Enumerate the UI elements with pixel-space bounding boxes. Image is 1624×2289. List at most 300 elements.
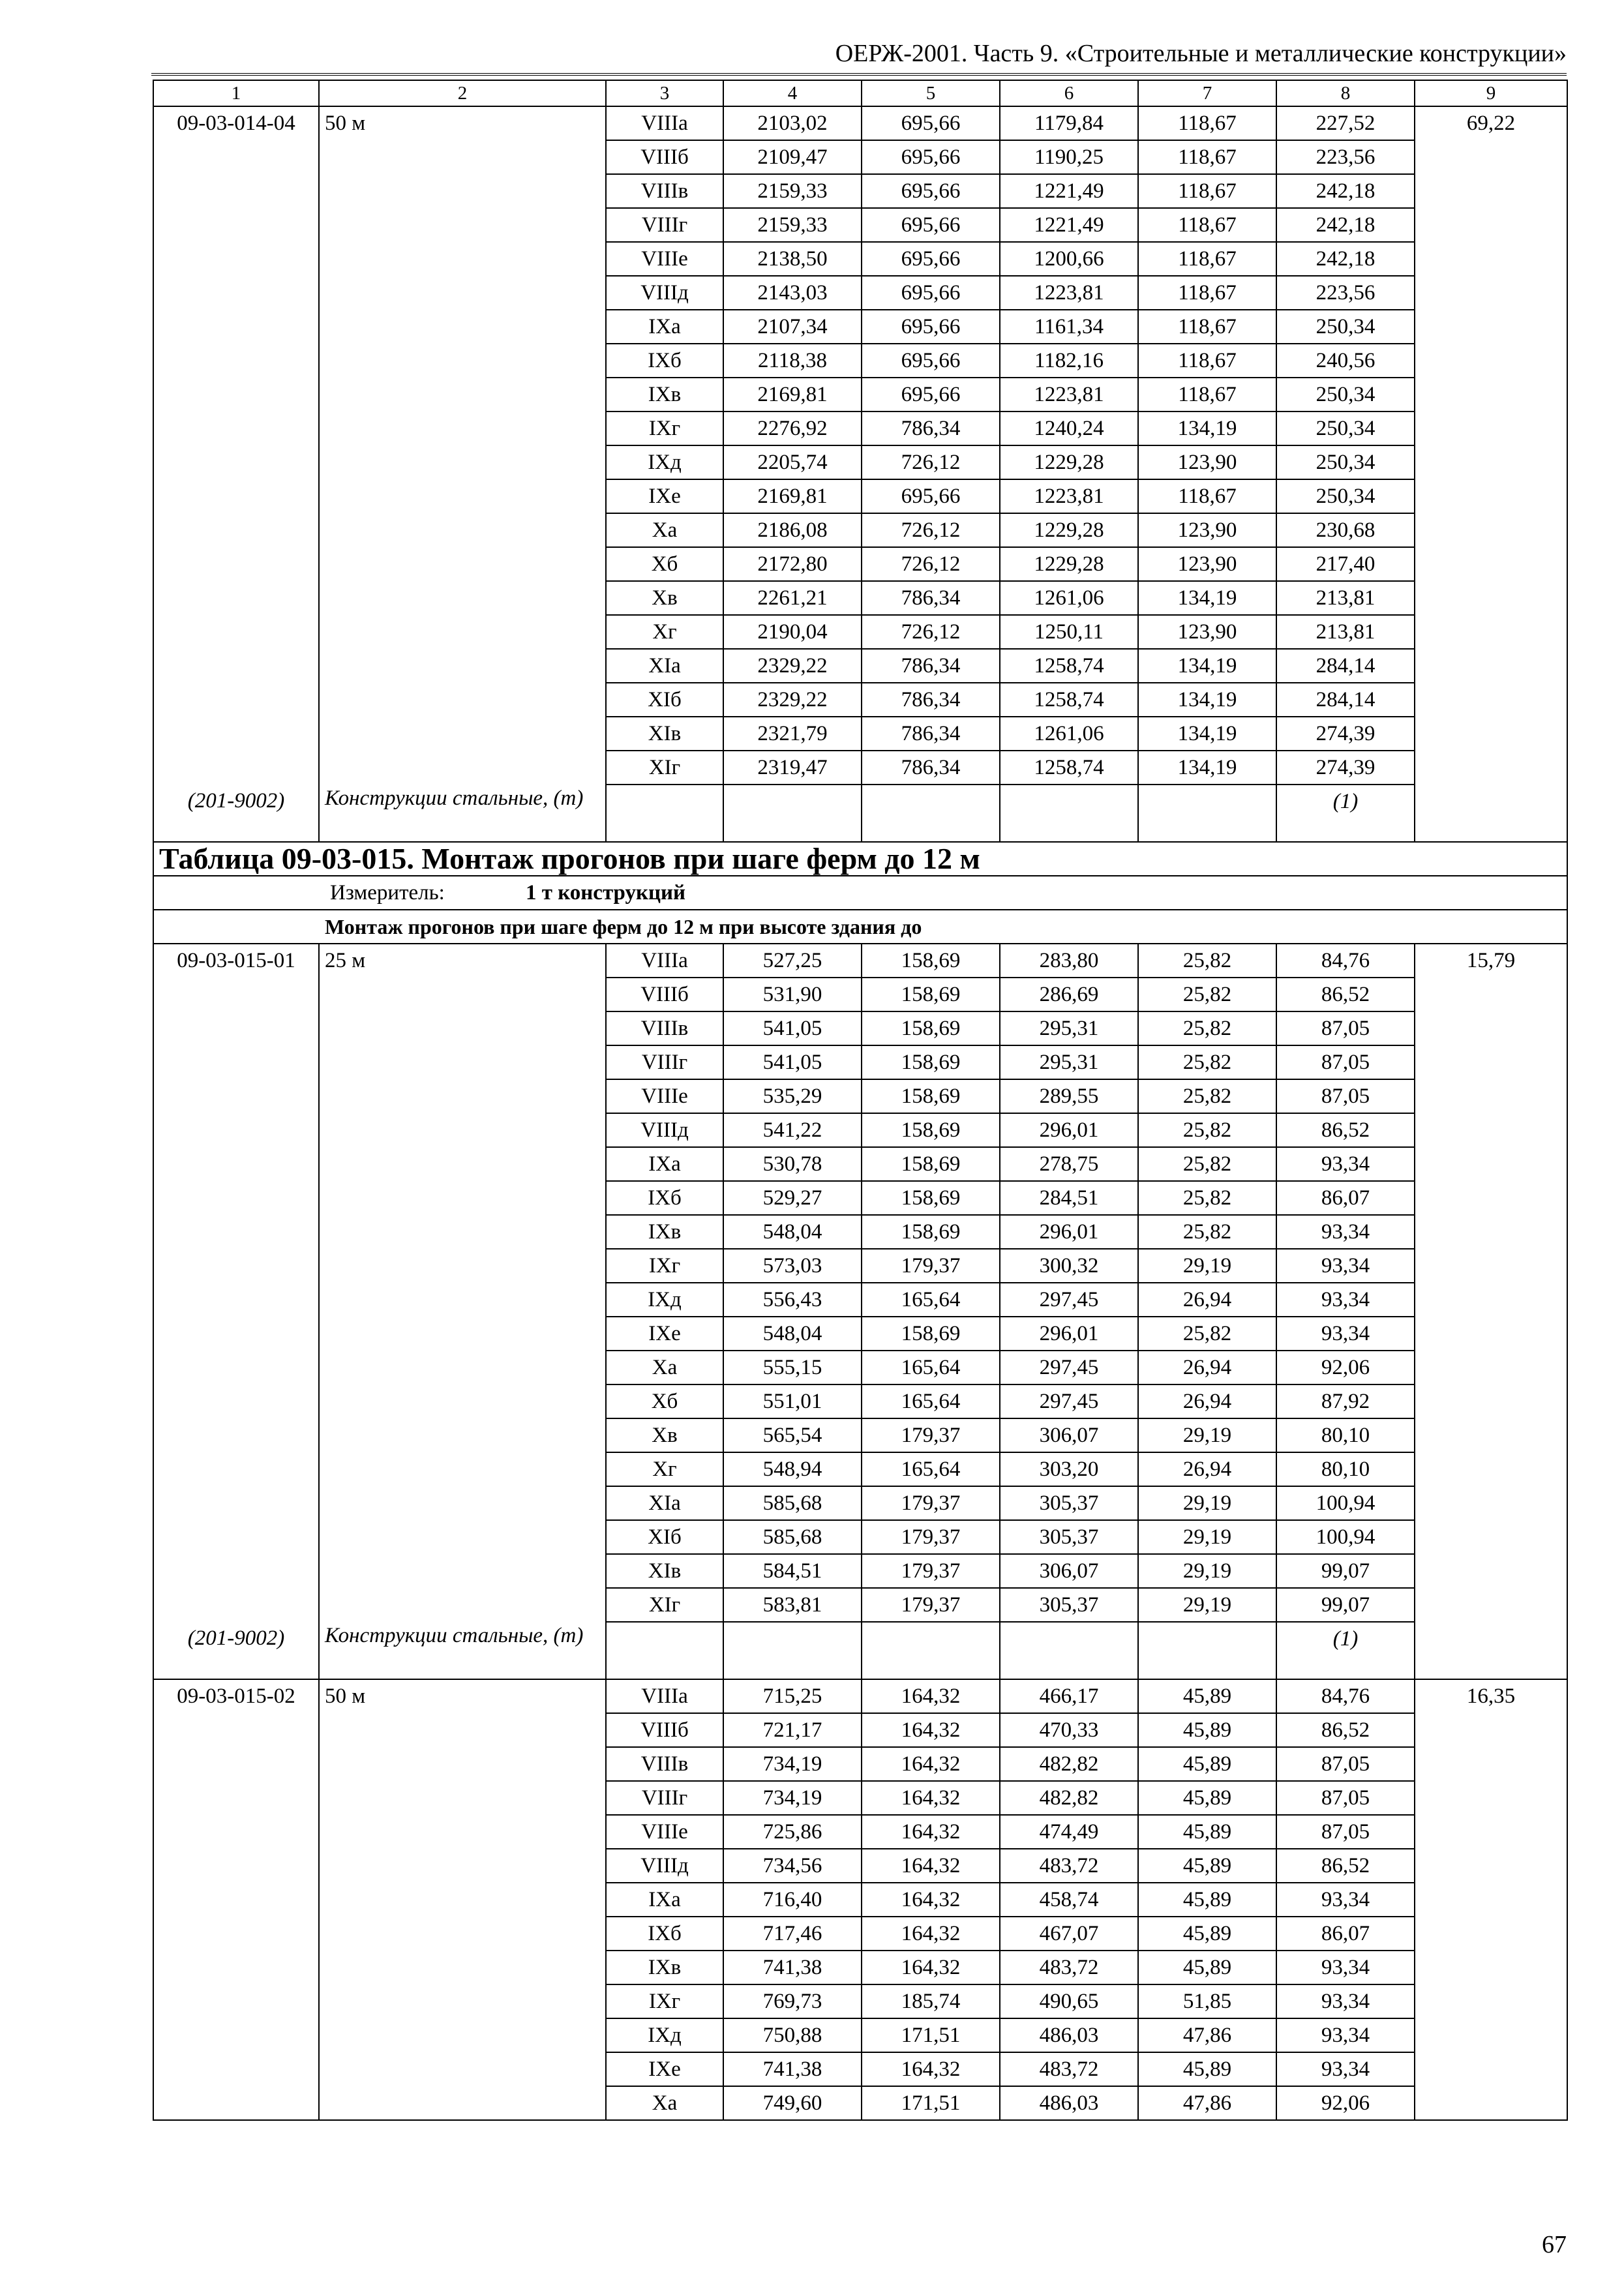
table-cell <box>153 1917 319 1951</box>
value-cell: 45,89 <box>1138 1849 1276 1883</box>
zone-cell: Xв <box>606 581 723 615</box>
table-cell <box>153 751 319 785</box>
value-cell: 1221,49 <box>1000 174 1138 208</box>
value-cell: 695,66 <box>862 310 1000 344</box>
value-cell: 726,12 <box>862 547 1000 581</box>
value-cell: 490,65 <box>1000 1984 1138 2018</box>
table-row <box>153 2086 1567 2120</box>
value-cell: 165,64 <box>862 1384 1000 1418</box>
table-cell <box>319 1486 606 1520</box>
value-cell: 295,31 <box>1000 1011 1138 1045</box>
table-cell <box>153 1249 319 1283</box>
table-row <box>153 1679 1567 1713</box>
table-cell <box>319 581 606 615</box>
zone-cell: IXе <box>606 2052 723 2086</box>
table-cell <box>1415 1283 1567 1317</box>
table-cell <box>153 1588 319 1622</box>
table-cell <box>1415 1849 1567 1883</box>
value-cell: 171,51 <box>862 2086 1000 2120</box>
value-cell: 250,34 <box>1276 378 1415 411</box>
table-cell <box>1415 1384 1567 1418</box>
table-cell <box>319 1917 606 1951</box>
value-cell: 486,03 <box>1000 2018 1138 2052</box>
value-cell: 1229,28 <box>1000 513 1138 547</box>
value-cell: 213,81 <box>1276 581 1415 615</box>
value-cell: 93,34 <box>1276 2052 1415 2086</box>
table-row <box>153 649 1567 683</box>
table-cell <box>319 513 606 547</box>
value-cell: 86,07 <box>1276 1917 1415 1951</box>
value-cell: 118,67 <box>1138 208 1276 242</box>
value-cell: 118,67 <box>1138 378 1276 411</box>
table-row <box>153 479 1567 513</box>
value-cell: 306,07 <box>1000 1418 1138 1452</box>
rate-code: 09-03-014-04 <box>153 106 319 140</box>
table-row <box>153 1486 1567 1520</box>
value-cell: 99,07 <box>1276 1588 1415 1622</box>
table-cell <box>153 717 319 751</box>
table-cell <box>1415 1520 1567 1554</box>
table-row <box>153 547 1567 581</box>
table-cell <box>1415 1815 1567 1849</box>
measure-value: 1 т конструкций <box>526 881 686 905</box>
table-row <box>153 378 1567 411</box>
table-cell <box>153 615 319 649</box>
table-cell <box>319 717 606 751</box>
value-cell: 458,74 <box>1000 1883 1138 1917</box>
table-cell <box>153 513 319 547</box>
value-cell: 134,19 <box>1138 717 1276 751</box>
table-row <box>153 1113 1567 1147</box>
value-cell: 573,03 <box>723 1249 862 1283</box>
table-cell <box>319 547 606 581</box>
value-cell: 87,05 <box>1276 1045 1415 1079</box>
zone-cell: IXв <box>606 378 723 411</box>
building-height: 50 м <box>319 106 606 140</box>
table-cell <box>1415 174 1567 208</box>
table-cell <box>319 174 606 208</box>
zone-cell: XIг <box>606 751 723 785</box>
value-cell: 250,34 <box>1276 445 1415 479</box>
table-title: Таблица 09-03-015. Монтаж прогонов при шаге ферм до 12 м <box>153 842 1567 876</box>
zone-cell: VIIIе <box>606 1079 723 1113</box>
table-cell <box>153 1079 319 1113</box>
table-cell <box>1415 785 1567 842</box>
table-cell <box>153 1045 319 1079</box>
value-cell: 585,68 <box>723 1520 862 1554</box>
zone-cell: VIIIг <box>606 208 723 242</box>
table-cell <box>319 1181 606 1215</box>
value-cell: 2143,03 <box>723 276 862 310</box>
table-cell <box>1415 1351 1567 1384</box>
value-cell: 2159,33 <box>723 174 862 208</box>
table-cell <box>1415 208 1567 242</box>
table-cell <box>1415 615 1567 649</box>
value-cell: 786,34 <box>862 581 1000 615</box>
column-number: 6 <box>1000 80 1138 106</box>
value-cell: 2321,79 <box>723 717 862 751</box>
table-cell <box>153 1554 319 1588</box>
table-cell <box>319 1215 606 1249</box>
value-cell: 695,66 <box>862 106 1000 140</box>
value-cell: 158,69 <box>862 1215 1000 1249</box>
value-cell: 305,37 <box>1000 1588 1138 1622</box>
material-name: Конструкции стальные, (т) <box>319 1622 606 1679</box>
table-row <box>153 944 1567 978</box>
table-cell <box>1415 1113 1567 1147</box>
table-row <box>153 411 1567 445</box>
value-cell: 134,19 <box>1138 751 1276 785</box>
value-cell: 86,52 <box>1276 1113 1415 1147</box>
table-cell <box>319 1113 606 1147</box>
material-qty: (1) <box>1276 785 1415 842</box>
zone-cell: VIIIб <box>606 140 723 174</box>
table-cell <box>153 1747 319 1781</box>
table-cell <box>1415 445 1567 479</box>
table-cell <box>319 751 606 785</box>
table-cell <box>319 1984 606 2018</box>
value-cell: 527,25 <box>723 944 862 978</box>
value-cell: 548,94 <box>723 1452 862 1486</box>
table-cell <box>1415 1452 1567 1486</box>
value-cell: 284,14 <box>1276 683 1415 717</box>
table-cell <box>319 1384 606 1418</box>
column-number: 2 <box>319 80 606 106</box>
value-cell: 164,32 <box>862 1713 1000 1747</box>
value-cell: 223,56 <box>1276 276 1415 310</box>
value-cell: 123,90 <box>1138 445 1276 479</box>
value-cell: 179,37 <box>862 1520 1000 1554</box>
value-cell: 1250,11 <box>1000 615 1138 649</box>
table-cell <box>319 1351 606 1384</box>
table-row <box>153 310 1567 344</box>
table-cell <box>319 1249 606 1283</box>
value-cell: 1179,84 <box>1000 106 1138 140</box>
table-cell <box>153 2052 319 2086</box>
value-cell: 695,66 <box>862 276 1000 310</box>
value-cell: 1223,81 <box>1000 479 1138 513</box>
table-row <box>153 1917 1567 1951</box>
table-cell <box>153 581 319 615</box>
table-row <box>153 1984 1567 2018</box>
value-cell: 250,34 <box>1276 479 1415 513</box>
table-cell <box>319 615 606 649</box>
table-cell <box>153 445 319 479</box>
value-cell: 734,19 <box>723 1747 862 1781</box>
material-code: (201-9002) <box>153 1622 319 1679</box>
value-cell: 2329,22 <box>723 683 862 717</box>
measure-label: Измеритель: <box>330 881 445 905</box>
table-cell <box>153 479 319 513</box>
table-cell <box>1415 1418 1567 1452</box>
value-cell: 118,67 <box>1138 140 1276 174</box>
value-cell: 1200,66 <box>1000 242 1138 276</box>
value-cell: 715,25 <box>723 1679 862 1713</box>
table-cell <box>319 1554 606 1588</box>
table-row <box>153 1418 1567 1452</box>
value-cell: 29,19 <box>1138 1554 1276 1588</box>
value-cell: 227,52 <box>1276 106 1415 140</box>
value-cell: 548,04 <box>723 1317 862 1351</box>
table-cell <box>1415 1147 1567 1181</box>
value-cell: 29,19 <box>1138 1249 1276 1283</box>
value-cell: 1161,34 <box>1000 310 1138 344</box>
table-cell <box>319 208 606 242</box>
value-cell: 1258,74 <box>1000 751 1138 785</box>
value-cell: 531,90 <box>723 978 862 1011</box>
value-cell: 717,46 <box>723 1917 862 1951</box>
zone-cell: VIIIд <box>606 1113 723 1147</box>
value-cell: 118,67 <box>1138 242 1276 276</box>
table-cell <box>153 1011 319 1045</box>
column-number: 1 <box>153 80 319 106</box>
measure-cell <box>153 876 1567 910</box>
value-cell: 556,43 <box>723 1283 862 1317</box>
table-cell <box>153 1849 319 1883</box>
table-cell <box>153 1951 319 1984</box>
zone-cell: IXг <box>606 1249 723 1283</box>
table-cell <box>723 785 862 842</box>
table-cell <box>153 683 319 717</box>
value-cell: 734,56 <box>723 1849 862 1883</box>
value-cell: 87,05 <box>1276 1815 1415 1849</box>
value-cell: 1258,74 <box>1000 683 1138 717</box>
table-cell <box>862 785 1000 842</box>
value-cell: 179,37 <box>862 1418 1000 1452</box>
table-row <box>153 1883 1567 1917</box>
zone-cell: VIIIа <box>606 944 723 978</box>
table-cell <box>1000 785 1138 842</box>
table-cell <box>319 1079 606 1113</box>
table-cell <box>319 1452 606 1486</box>
value-cell: 179,37 <box>862 1588 1000 1622</box>
table-row <box>153 978 1567 1011</box>
table-cell <box>606 785 723 842</box>
value-cell: 1229,28 <box>1000 547 1138 581</box>
table-row <box>153 1951 1567 1984</box>
value-cell: 466,17 <box>1000 1679 1138 1713</box>
value-cell: 45,89 <box>1138 1713 1276 1747</box>
table-cell <box>153 1181 319 1215</box>
page-header: ОЕРЖ-2001. Часть 9. «Строительные и металлические конструкции» <box>151 35 1567 76</box>
table-cell <box>153 140 319 174</box>
table-cell <box>153 1815 319 1849</box>
value-cell: 529,27 <box>723 1181 862 1215</box>
zone-cell: Xв <box>606 1418 723 1452</box>
value-cell: 535,29 <box>723 1079 862 1113</box>
table-row <box>153 1747 1567 1781</box>
value-cell: 84,76 <box>1276 1679 1415 1713</box>
value-cell: 86,52 <box>1276 978 1415 1011</box>
value-cell: 786,34 <box>862 649 1000 683</box>
table-cell <box>319 1147 606 1181</box>
value-cell: 242,18 <box>1276 174 1415 208</box>
value-cell: 583,81 <box>723 1588 862 1622</box>
value-cell: 1229,28 <box>1000 445 1138 479</box>
table-cell <box>319 683 606 717</box>
table-cell <box>319 1951 606 1984</box>
value-cell: 93,34 <box>1276 1249 1415 1283</box>
zone-cell: IXг <box>606 411 723 445</box>
page-number: 67 <box>1542 2231 1567 2258</box>
table-cell <box>319 378 606 411</box>
table-cell <box>319 310 606 344</box>
table-row <box>153 140 1567 174</box>
table-cell <box>1415 1486 1567 1520</box>
value-cell: 185,74 <box>862 1984 1000 2018</box>
value-cell: 165,64 <box>862 1351 1000 1384</box>
table-cell <box>1415 581 1567 615</box>
zone-cell: VIIIа <box>606 106 723 140</box>
value-cell: 726,12 <box>862 615 1000 649</box>
rates-table <box>153 80 1568 2121</box>
value-cell: 158,69 <box>862 944 1000 978</box>
value-cell: 45,89 <box>1138 1951 1276 1984</box>
table-cell <box>1415 1317 1567 1351</box>
value-cell: 721,17 <box>723 1713 862 1747</box>
value-cell: 45,89 <box>1138 1679 1276 1713</box>
value-cell: 134,19 <box>1138 411 1276 445</box>
column-number: 4 <box>723 80 862 106</box>
value-cell: 483,72 <box>1000 1849 1138 1883</box>
table-cell <box>1415 513 1567 547</box>
table-row <box>153 1215 1567 1249</box>
value-cell: 25,82 <box>1138 1181 1276 1215</box>
value-cell: 93,34 <box>1276 1984 1415 2018</box>
labor-cost: 69,22 <box>1415 106 1567 140</box>
value-cell: 45,89 <box>1138 1917 1276 1951</box>
column-number: 5 <box>862 80 1000 106</box>
value-cell: 25,82 <box>1138 1317 1276 1351</box>
table-cell <box>319 1011 606 1045</box>
value-cell: 695,66 <box>862 140 1000 174</box>
table-cell <box>319 2052 606 2086</box>
zone-cell: VIIIв <box>606 1011 723 1045</box>
value-cell: 92,06 <box>1276 2086 1415 2120</box>
value-cell: 482,82 <box>1000 1747 1138 1781</box>
building-height: 25 м <box>319 944 606 978</box>
value-cell: 741,38 <box>723 1951 862 1984</box>
table-cell <box>319 344 606 378</box>
value-cell: 584,51 <box>723 1554 862 1588</box>
table-cell <box>1415 276 1567 310</box>
table-cell <box>153 978 319 1011</box>
value-cell: 749,60 <box>723 2086 862 2120</box>
table-cell <box>153 378 319 411</box>
value-cell: 87,05 <box>1276 1079 1415 1113</box>
zone-cell: IXб <box>606 344 723 378</box>
value-cell: 86,52 <box>1276 1713 1415 1747</box>
material-row <box>153 785 1567 842</box>
table-cell <box>153 411 319 445</box>
value-cell: 565,54 <box>723 1418 862 1452</box>
table-cell <box>319 1815 606 1849</box>
table-cell <box>1415 411 1567 445</box>
table-cell <box>153 1283 319 1317</box>
table-row <box>153 1781 1567 1815</box>
value-cell: 164,32 <box>862 1747 1000 1781</box>
value-cell: 158,69 <box>862 1317 1000 1351</box>
value-cell: 786,34 <box>862 683 1000 717</box>
value-cell: 585,68 <box>723 1486 862 1520</box>
table-cell <box>319 140 606 174</box>
table-cell <box>1415 1622 1567 1679</box>
value-cell: 470,33 <box>1000 1713 1138 1747</box>
table-cell <box>153 208 319 242</box>
value-cell: 483,72 <box>1000 2052 1138 2086</box>
zone-cell: VIIIг <box>606 1045 723 1079</box>
rate-code: 09-03-015-01 <box>153 944 319 978</box>
column-number: 8 <box>1276 80 1415 106</box>
table-row <box>153 344 1567 378</box>
table-cell <box>153 1713 319 1747</box>
zone-cell: Xг <box>606 1452 723 1486</box>
zone-cell: XIа <box>606 649 723 683</box>
table-row <box>153 1079 1567 1113</box>
value-cell: 695,66 <box>862 479 1000 513</box>
zone-cell: XIв <box>606 717 723 751</box>
table-row <box>153 445 1567 479</box>
value-cell: 93,34 <box>1276 1215 1415 1249</box>
table-cell <box>1415 1917 1567 1951</box>
zone-cell: Xб <box>606 1384 723 1418</box>
table-cell <box>319 1283 606 1317</box>
table-cell <box>1415 2086 1567 2120</box>
table-row <box>153 1283 1567 1317</box>
column-number: 3 <box>606 80 723 106</box>
table-row <box>153 1249 1567 1283</box>
table-cell <box>319 479 606 513</box>
value-cell: 165,64 <box>862 1452 1000 1486</box>
value-cell: 2107,34 <box>723 310 862 344</box>
table-cell <box>319 1045 606 1079</box>
value-cell: 118,67 <box>1138 479 1276 513</box>
table-cell <box>1415 1713 1567 1747</box>
zone-cell: IXб <box>606 1917 723 1951</box>
material-qty: (1) <box>1276 1622 1415 1679</box>
zone-cell: IXб <box>606 1181 723 1215</box>
zone-cell: IXе <box>606 479 723 513</box>
value-cell: 2190,04 <box>723 615 862 649</box>
table-cell <box>1415 978 1567 1011</box>
value-cell: 541,05 <box>723 1045 862 1079</box>
zone-cell: VIIIд <box>606 276 723 310</box>
material-name: Конструкции стальные, (т) <box>319 785 606 842</box>
value-cell: 1221,49 <box>1000 208 1138 242</box>
value-cell: 93,34 <box>1276 1283 1415 1317</box>
table-row <box>153 1384 1567 1418</box>
table-row <box>153 1317 1567 1351</box>
material-code: (201-9002) <box>153 785 319 842</box>
value-cell: 25,82 <box>1138 1147 1276 1181</box>
zone-cell: VIIIв <box>606 1747 723 1781</box>
value-cell: 2118,38 <box>723 344 862 378</box>
value-cell: 1261,06 <box>1000 717 1138 751</box>
value-cell: 305,37 <box>1000 1486 1138 1520</box>
table-cell <box>1415 1554 1567 1588</box>
table-cell <box>153 1113 319 1147</box>
value-cell: 230,68 <box>1276 513 1415 547</box>
value-cell: 158,69 <box>862 1079 1000 1113</box>
value-cell: 741,38 <box>723 2052 862 2086</box>
value-cell: 2169,81 <box>723 479 862 513</box>
value-cell: 87,05 <box>1276 1011 1415 1045</box>
table-cell <box>1415 1951 1567 1984</box>
table-cell <box>153 1486 319 1520</box>
table-cell <box>153 310 319 344</box>
table-row <box>153 683 1567 717</box>
value-cell: 134,19 <box>1138 649 1276 683</box>
